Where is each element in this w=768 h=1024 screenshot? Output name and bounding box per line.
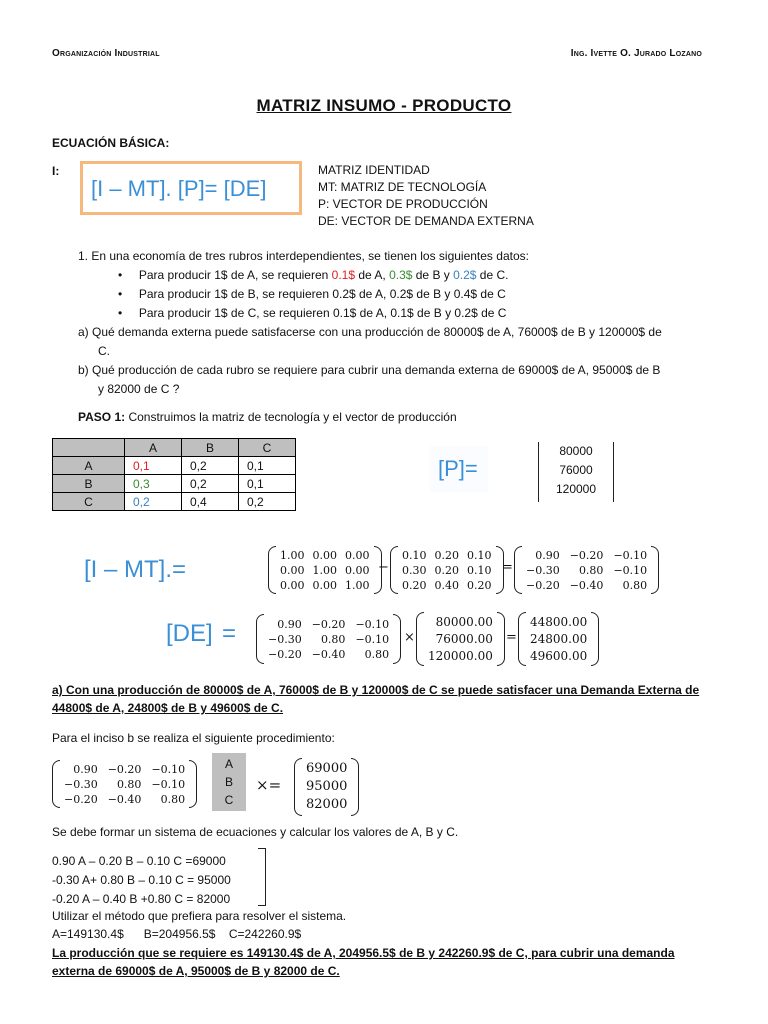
matrix-entry: 0.00: [312, 548, 337, 562]
right-paren: [651, 546, 659, 594]
technology-table: [52, 438, 296, 511]
table-row: [53, 475, 296, 493]
matrix-entry: 0.00: [345, 563, 370, 577]
table-header-cell: [53, 439, 125, 457]
minus-sign: −: [378, 560, 389, 575]
production-vector-decimal: [416, 612, 505, 666]
table-header-cell: A: [125, 439, 182, 457]
matrix-grid: [302, 758, 351, 816]
matrix-entry: 1.00: [312, 563, 337, 577]
definition-item: MT: MATRIZ DE TECNOLOGÍA: [318, 180, 487, 194]
table-cell: 0,2: [239, 493, 296, 511]
coef-ba: 0.3$: [389, 268, 413, 282]
times-sign: ×: [404, 630, 415, 645]
matrix-entry: −0.10: [613, 548, 648, 562]
definition-item: MATRIZ IDENTIDAD: [318, 163, 430, 177]
matrix-entry: −0.30: [64, 777, 98, 791]
matrix-entry: 0.90: [277, 617, 302, 631]
table-row: [53, 457, 296, 475]
matrix-entry: 0.10: [467, 548, 492, 562]
matrix-grid: [60, 760, 189, 809]
technology-matrix: [390, 546, 504, 594]
matrix-entry: 0.80: [116, 777, 142, 791]
right-paren: [351, 758, 359, 816]
demand-result-vector: [518, 612, 599, 666]
page-title: MATRIZ INSUMO - PRODUCTO: [256, 96, 512, 115]
definitions-list: [318, 162, 534, 230]
matrix-entry: 76000.00: [435, 631, 493, 646]
matrix-entry: −0.40: [311, 647, 346, 661]
equation: -0.20 A – 0.40 B +0.80 C = 82000: [52, 892, 231, 906]
left-paren: [268, 546, 276, 594]
step-1: PASO 1: Construimos la matriz de tecnología y el vector de producción: [78, 410, 457, 424]
table-cell: 0,1: [239, 457, 296, 475]
matrix-entry: −0.20: [526, 578, 560, 592]
question-b-cont: y 82000 de C ?: [98, 382, 180, 396]
unknown-entry: B: [224, 775, 233, 789]
left-paren: [390, 546, 398, 594]
question-a-cont: C.: [98, 344, 110, 358]
matrix-entry: 0.80: [622, 578, 648, 592]
header-right: Ing. Ivette O. Jurado Lozano: [570, 48, 702, 59]
matrix-entry: −0.20: [64, 792, 98, 806]
matrix-entry: 0.80: [320, 632, 346, 646]
bullet-icon: •: [118, 268, 123, 282]
matrix-entry: 0.20: [434, 548, 459, 562]
matrix-entry: 0.90: [73, 762, 98, 776]
bullet-c: • Para producir 1$ de C, se requieren 0.1$ de A, 0.1$ de B y 0.2$ de C: [118, 306, 507, 320]
matrix-entry: −0.20: [268, 647, 302, 661]
matrix-entry: −0.30: [268, 632, 302, 646]
matrix-entry: 120000.00: [428, 648, 493, 663]
table-cell: 0,2: [125, 493, 182, 511]
matrix-entry: 0.20: [467, 578, 492, 592]
matrix-entry: 0.80: [160, 792, 186, 806]
matrix-entry: 0.20: [434, 563, 459, 577]
table-row: [53, 493, 296, 511]
imt-matrix-2: [256, 614, 401, 664]
section-heading: ECUACIÓN BÁSICA:: [52, 136, 170, 150]
matrix-grid: [276, 546, 374, 595]
matrix-entry: 80000.00: [435, 614, 493, 629]
matrix-grid: [398, 546, 496, 595]
equation: 0.90 A – 0.20 B – 0.10 C =69000: [52, 854, 226, 868]
bullet-b: • Para producir 1$ de B, se requieren 0.2$ de A, 0.2$ de B y 0.4$ de C: [118, 287, 506, 301]
matrix-entry: 0.80: [364, 647, 390, 661]
matrix-entry: 0.00: [312, 578, 337, 592]
matrix-entry: −0.10: [355, 617, 390, 631]
matrix-entry: 0.00: [280, 578, 305, 592]
left-paren: [416, 612, 424, 666]
p-label-box: [430, 446, 488, 492]
equation-system: [52, 852, 231, 909]
matrix-entry: −0.40: [107, 792, 142, 806]
question-b: b) Qué producción de cada rubro se requiere para cubrir una demanda externa de 69000$ de A, 95000$ de B: [78, 363, 661, 377]
row-label: A: [53, 457, 125, 475]
vector-entry: 80000: [559, 444, 593, 458]
matrix-entry: −0.40: [569, 578, 604, 592]
matrix-entry: 0.40: [434, 578, 459, 592]
matrix-entry: −0.20: [107, 762, 142, 776]
solution-text: A=149130.4$ B=204956.5$ C=242260.9$: [52, 927, 302, 941]
matrix-entry: 0.00: [345, 548, 370, 562]
system-intro: Se debe formar un sistema de ecuaciones y calcular los valores de A, B y C.: [52, 825, 459, 839]
matrix-entry: 1.00: [280, 548, 305, 562]
table-cell: 0,2: [182, 475, 239, 493]
inciso-b-text: Para el inciso b se realiza el siguiente procedimiento:: [52, 731, 335, 745]
definition-item: P: VECTOR DE PRODUCCIÓN: [318, 197, 488, 211]
unknown-entry: A: [224, 757, 233, 771]
right-paren: [497, 612, 505, 666]
matrix-entry: 0.00: [280, 563, 305, 577]
matrix-grid: [526, 612, 591, 667]
right-paren: [189, 760, 197, 808]
final-answer-cont: externa de 69000$ de A, 95000$ de B y 82000 de C.: [52, 964, 340, 978]
matrix-entry: −0.10: [613, 563, 648, 577]
matrix-entry: 69000: [306, 761, 348, 776]
unknown-entry: C: [224, 793, 234, 807]
basic-equation: [I – MT]. [P]= [DE]: [91, 176, 267, 201]
system-bracket: [258, 848, 266, 906]
matrix-entry: 0.10: [402, 548, 427, 562]
table-header-cell: C: [239, 439, 296, 457]
bullet-icon: •: [118, 287, 123, 301]
matrix-entry: 24800.00: [530, 631, 588, 646]
left-paren: [52, 760, 60, 808]
table-cell: 0,1: [125, 457, 182, 475]
left-paren: [518, 612, 526, 666]
matrix-entry: 82000: [306, 797, 348, 812]
matrix-entry: 0.90: [535, 548, 560, 562]
matrix-entry: 0.20: [402, 578, 427, 592]
matrix-grid: [264, 615, 393, 664]
matrix-entry: −0.30: [526, 563, 560, 577]
basic-equation-box: [80, 161, 302, 215]
answer-a-cont: 44800$ de A, 24800$ de B y 49600$ de C.: [52, 701, 284, 715]
equation: -0.30 A+ 0.80 B – 0.10 C = 95000: [52, 873, 231, 887]
table-cell: 0,3: [125, 475, 182, 493]
question-a: a) Qué demanda externa puede satisfacerse con una producción de 80000$ de A, 76000$ de B y 120000$ de: [78, 325, 662, 339]
matrix-entry: 0.10: [467, 563, 492, 577]
imt-matrix: [514, 546, 659, 594]
matrix-entry: 44800.00: [530, 614, 588, 629]
answer-a: a) Con una producción de 80000$ de A, 76000$ de B y 120000$ de C se puede satisfacer una Demanda Externa de: [52, 683, 700, 697]
matrix-grid: [522, 546, 651, 595]
row-label: B: [53, 475, 125, 493]
matrix-entry: −0.10: [355, 632, 390, 646]
matrix-entry: −0.10: [151, 777, 186, 791]
table-cell: 0,2: [182, 457, 239, 475]
unknowns-vector: [212, 753, 246, 811]
vector-entry: 120000: [555, 482, 597, 496]
de-equals: =: [222, 620, 237, 647]
bullet-icon: •: [118, 306, 123, 320]
row-label: C: [53, 493, 125, 511]
production-vector: [538, 442, 614, 502]
matrix-entry: −0.10: [151, 762, 186, 776]
vector-entry: 76000: [559, 463, 593, 477]
de-label: [DE]: [166, 620, 213, 647]
table-header-row: [53, 439, 296, 457]
matrix-entry: 0.30: [402, 563, 427, 577]
coef-aa: 0.1$: [331, 268, 356, 282]
final-answer: La producción que se requiere es 149130.4$ de A, 204956.5$ de B y 242260.9$ de C, para cubrir una demanda: [52, 946, 675, 960]
right-paren: [591, 612, 599, 666]
matrix-grid: [424, 612, 497, 667]
equation-label: I:: [52, 164, 60, 178]
equals-sign: =: [502, 560, 513, 575]
identity-matrix: [268, 546, 382, 594]
matrix-entry: 0.80: [578, 563, 604, 577]
problem-intro: 1. En una economía de tres rubros interdependientes, se tienen los siguientes datos:: [78, 249, 529, 263]
table-cell: 0,4: [182, 493, 239, 511]
left-paren: [256, 614, 264, 664]
matrix-entry: 49600.00: [530, 648, 588, 663]
matrix-entry: −0.20: [569, 548, 604, 562]
demand-b-vector: [294, 758, 359, 816]
bullet-a: • Para producir 1$ de A, se requieren 0.1$ de A, 0.3$ de B y 0.2$ de C.: [118, 268, 509, 282]
method-text: Utilizar el método que prefiera para resolver el sistema.: [52, 909, 347, 923]
p-label: [P]=: [438, 456, 478, 481]
header-left: Organización Industrial: [52, 48, 160, 59]
matrix-entry: 95000: [306, 779, 348, 794]
table-cell: 0,1: [239, 475, 296, 493]
imt-label: [I – MT].=: [84, 556, 187, 583]
matrix-entry: 1.00: [345, 578, 370, 592]
definition-item: DE: VECTOR DE DEMANDA EXTERNA: [318, 214, 534, 228]
right-paren: [393, 614, 401, 664]
coef-ca: 0.2$: [453, 268, 477, 282]
imt-matrix-3: [52, 760, 197, 808]
table-header-cell: B: [182, 439, 239, 457]
left-paren: [294, 758, 302, 816]
left-paren: [514, 546, 522, 594]
matrix-entry: −0.20: [311, 617, 346, 631]
times-equals: ×=: [256, 776, 282, 794]
equals-sign: =: [506, 630, 517, 645]
